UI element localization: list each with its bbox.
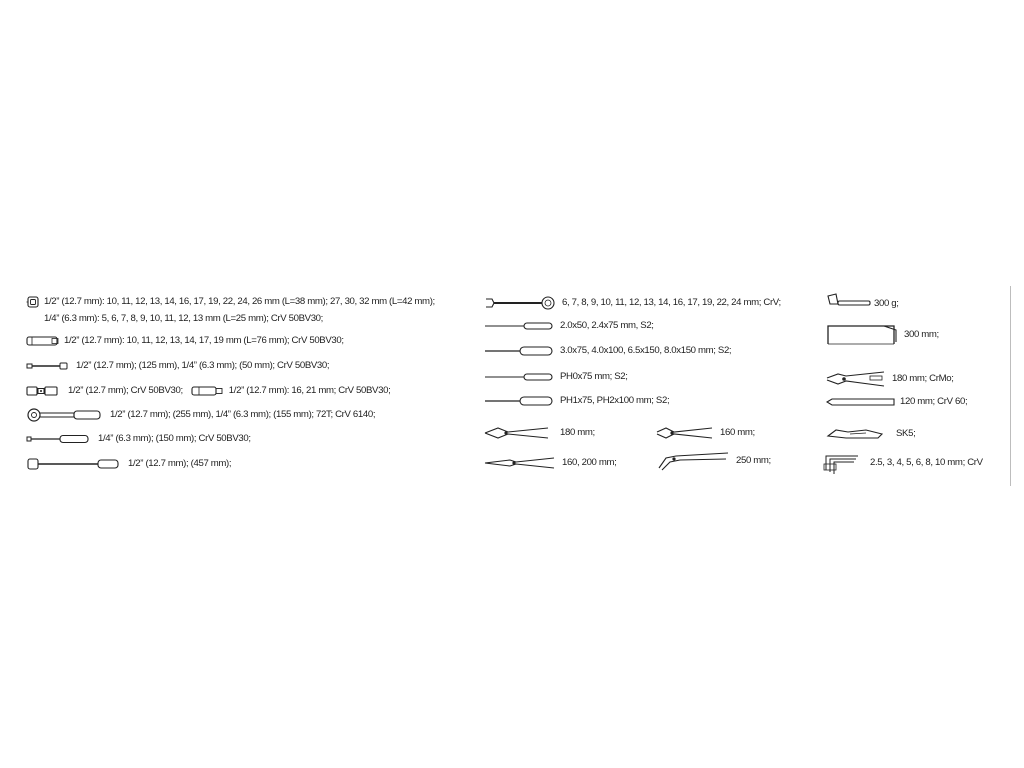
locking-pliers-row bbox=[826, 370, 954, 388]
breaker-bar-spec: 1/2” (12.7 mm); (457 mm); bbox=[128, 458, 232, 469]
spark-plug-sockets-spec: 1/2” (12.7 mm): 16, 21 mm; CrV 50BV30; bbox=[228, 385, 391, 396]
hammer-row bbox=[826, 292, 899, 316]
ratchets-spec: 1/2” (12.7 mm); (255 mm), 1/4” (6.3 mm); (155 mm); 72T; CrV 6140; bbox=[110, 409, 376, 420]
spinner-handle-spec: 1/4” (6.3 mm); (150 mm); CrV 50BV30; bbox=[98, 433, 251, 444]
chisel-icon bbox=[826, 397, 896, 407]
water-pump-pliers-icon bbox=[656, 450, 730, 472]
sd-ph0-spec: PH0x75 mm; S2; bbox=[560, 371, 628, 382]
ratchet-icon bbox=[26, 408, 102, 422]
hacksaw-spec: 300 mm; bbox=[904, 329, 939, 340]
pliers-row-2 bbox=[484, 454, 616, 472]
socket-icon bbox=[26, 295, 40, 309]
water-pump-pliers-row bbox=[656, 450, 771, 472]
spinner-handle-row bbox=[26, 433, 251, 445]
locking-pliers-icon bbox=[826, 370, 886, 388]
screwdriver-small-icon bbox=[484, 321, 554, 331]
extension-bar-icon bbox=[26, 361, 68, 371]
combination-pliers-spec: 180 mm; bbox=[560, 427, 595, 438]
hex-keys-row bbox=[822, 450, 983, 476]
ratchets-row bbox=[26, 408, 375, 422]
long-nose-pliers-icon bbox=[484, 454, 556, 472]
hacksaw-row bbox=[826, 322, 939, 348]
universal-joint-icon bbox=[26, 385, 62, 397]
wrenches-spec: 6, 7, 8, 9, 10, 11, 12, 13, 14, 16, 17, 19, 22, 24 mm; CrV; bbox=[562, 297, 781, 308]
screwdriver-phillips-small-icon bbox=[484, 372, 554, 382]
extensions-spec: 1/2” (12.7 mm); (125 mm), 1/4” (6.3 mm); (50 mm); CrV 50BV30; bbox=[76, 360, 330, 371]
hex-key-set-icon bbox=[822, 450, 862, 476]
sockets-row bbox=[26, 295, 435, 309]
deep-sockets-spec: 1/2” (12.7 mm): 10, 11, 12, 13, 14, 17, 19 mm (L=76 mm); CrV 50BV30; bbox=[64, 335, 344, 346]
diagonal-cutters-icon bbox=[656, 424, 714, 442]
sd-flat-small-spec: 2.0x50, 2.4x75 mm, S2; bbox=[560, 320, 654, 331]
spark-plug-socket-icon bbox=[191, 385, 223, 397]
sd-ph1-ph2-row bbox=[484, 395, 669, 407]
sd-flat-large-spec: 3.0x75, 4.0x100, 6.5x150, 8.0x150 mm; S2; bbox=[560, 345, 732, 356]
hammer-spec: 300 g; bbox=[874, 298, 899, 309]
sd-flat-large-row bbox=[484, 345, 731, 357]
sockets-spec-line2: 1/4” (6.3 mm): 5, 6, 7, 8, 9, 10, 11, 12, 13 mm (L=25 mm); CrV 50BV30; bbox=[44, 313, 323, 324]
diagonal-cutters-spec: 160 mm; bbox=[720, 427, 755, 438]
sd-ph1-ph2-spec: PH1x75, PH2x100 mm; S2; bbox=[560, 395, 670, 406]
combination-wrench-icon bbox=[484, 296, 556, 310]
spinner-handle-icon bbox=[26, 434, 90, 444]
utility-knife-row bbox=[826, 426, 915, 442]
chisel-spec: 120 mm; CrV 60; bbox=[900, 396, 968, 407]
hacksaw-icon bbox=[826, 322, 898, 348]
water-pump-pliers-spec: 250 mm; bbox=[736, 455, 771, 466]
deep-sockets-row bbox=[26, 335, 344, 347]
utility-knife-icon bbox=[826, 426, 884, 442]
breaker-bar-row bbox=[26, 457, 231, 471]
utility-knife-spec: SK5; bbox=[896, 428, 916, 439]
hex-keys-spec: 2.5, 3, 4, 5, 6, 8, 10 mm; CrV bbox=[870, 457, 983, 468]
locking-pliers-spec: 180 mm; CrMo; bbox=[892, 373, 954, 384]
sd-flat-small-row bbox=[484, 320, 654, 332]
wrenches-row bbox=[484, 296, 781, 310]
sd-ph0-row bbox=[484, 371, 628, 383]
diagonal-cutters-row bbox=[656, 424, 755, 442]
universal-joint-spec: 1/2” (12.7 mm); CrV 50BV30; bbox=[68, 385, 183, 396]
joint-and-spark-row bbox=[26, 385, 390, 397]
long-nose-pliers-spec: 160, 200 mm; bbox=[562, 457, 617, 468]
hammer-icon bbox=[826, 292, 872, 316]
chisel-row bbox=[826, 396, 967, 408]
breaker-bar-icon bbox=[26, 457, 120, 471]
extensions-row bbox=[26, 360, 329, 372]
pliers-row-1 bbox=[484, 424, 595, 442]
sockets-spec-line1: 1/2” (12.7 mm): 10, 11, 12, 13, 14, 16, 17, 19, 22, 24, 26 mm (L=38 mm); 27, 30, 32 mm (L=42 mm); bbox=[44, 296, 435, 307]
deep-socket-icon bbox=[26, 335, 60, 347]
right-edge-divider bbox=[1010, 286, 1011, 486]
combination-pliers-icon bbox=[484, 424, 550, 442]
screwdriver-phillips-icon bbox=[484, 395, 554, 407]
screwdriver-flat-icon bbox=[484, 345, 554, 357]
sockets-row-continued bbox=[44, 313, 323, 325]
